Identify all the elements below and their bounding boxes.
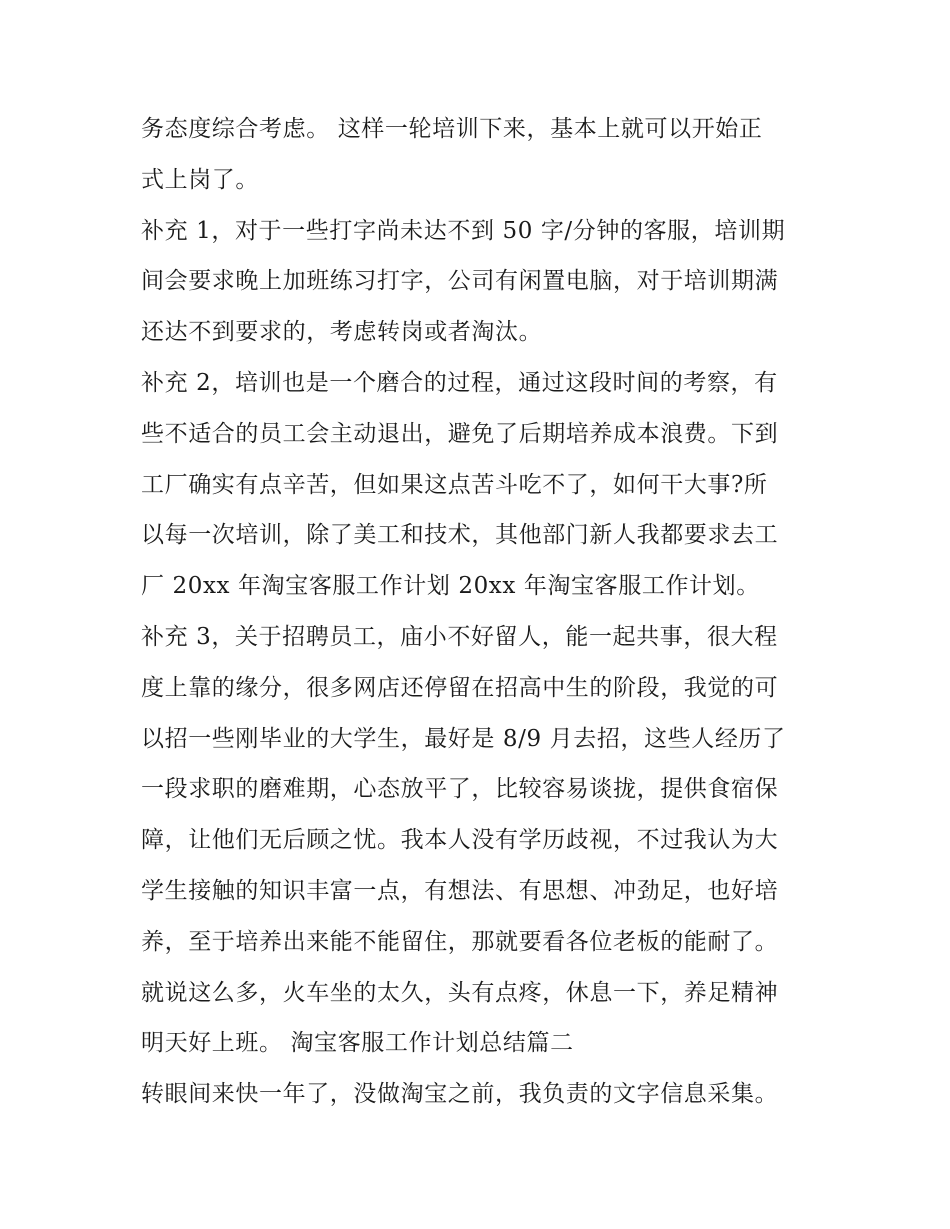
text-line-15: 障，让他们无后顾之忧。我本人没有学历歧视，不过我认为大 (141, 827, 779, 854)
text-line-13: 以招一些刚毕业的大学生，最好是 8/9 月去招，这些人经历了 (141, 725, 786, 752)
text-line-8: 工厂确实有点辛苦，但如果这点苦斗吃不了，如何干大事?所 (141, 471, 768, 498)
text-line-6: 补充 2，培训也是一个磨合的过程，通过这段时间的考察，有 (141, 369, 778, 396)
text-line-9: 以每一次培训，除了美工和技术，其他部门新人我都要求去工 (141, 522, 779, 549)
text-line-14: 一段求职的磨难期，心态放平了，比较容易谈拢，提供食宿保 (141, 776, 779, 803)
text-line-1: 务态度综合考虑。 这样一轮培训下来，基本上就可以开始正 (141, 116, 763, 142)
text-line-12: 度上靠的缘分，很多网店还停留在招高中生的阶段，我觉的可 (141, 674, 779, 701)
text-line-3: 补充 1，对于一些打字尚未达不到 50 字/分钟的客服，培训期 (141, 217, 786, 244)
text-line-10: 厂 20xx 年淘宝客服工作计划 20xx 年淘宝客服工作计划。 (141, 573, 760, 600)
text-line-11: 补充 3，关于招聘员工，庙小不好留人，能一起共事，很大程 (141, 623, 778, 650)
document-body (141, 104, 813, 1120)
text-line-5: 还达不到要求的，考虑转岗或者淘汰。 (141, 319, 543, 346)
text-line-18: 就说这么多，火车坐的太久，头有点疼，休息一下，养足精神 (141, 979, 779, 1006)
text-line-20: 转眼间来快一年了，没做淘宝之前，我负责的文字信息采集。 (141, 1081, 779, 1108)
text-line-7: 些不适合的员工会主动退出，避免了后期培养成本浪费。下到 (141, 420, 779, 447)
text-line-16: 学生接触的知识丰富一点，有想法、有思想、冲劲足，也好培 (141, 877, 779, 904)
text-line-2: 式上岗了。 (141, 166, 259, 193)
text-line-17: 养，至于培养出来能不能留住，那就要看各位老板的能耐了。 (141, 928, 779, 955)
text-line-4: 间会要求晚上加班练习打字，公司有闲置电脑，对于培训期满 (141, 268, 779, 295)
text-line-19: 明天好上班。 淘宝客服工作计划总结篇二 (141, 1030, 574, 1057)
